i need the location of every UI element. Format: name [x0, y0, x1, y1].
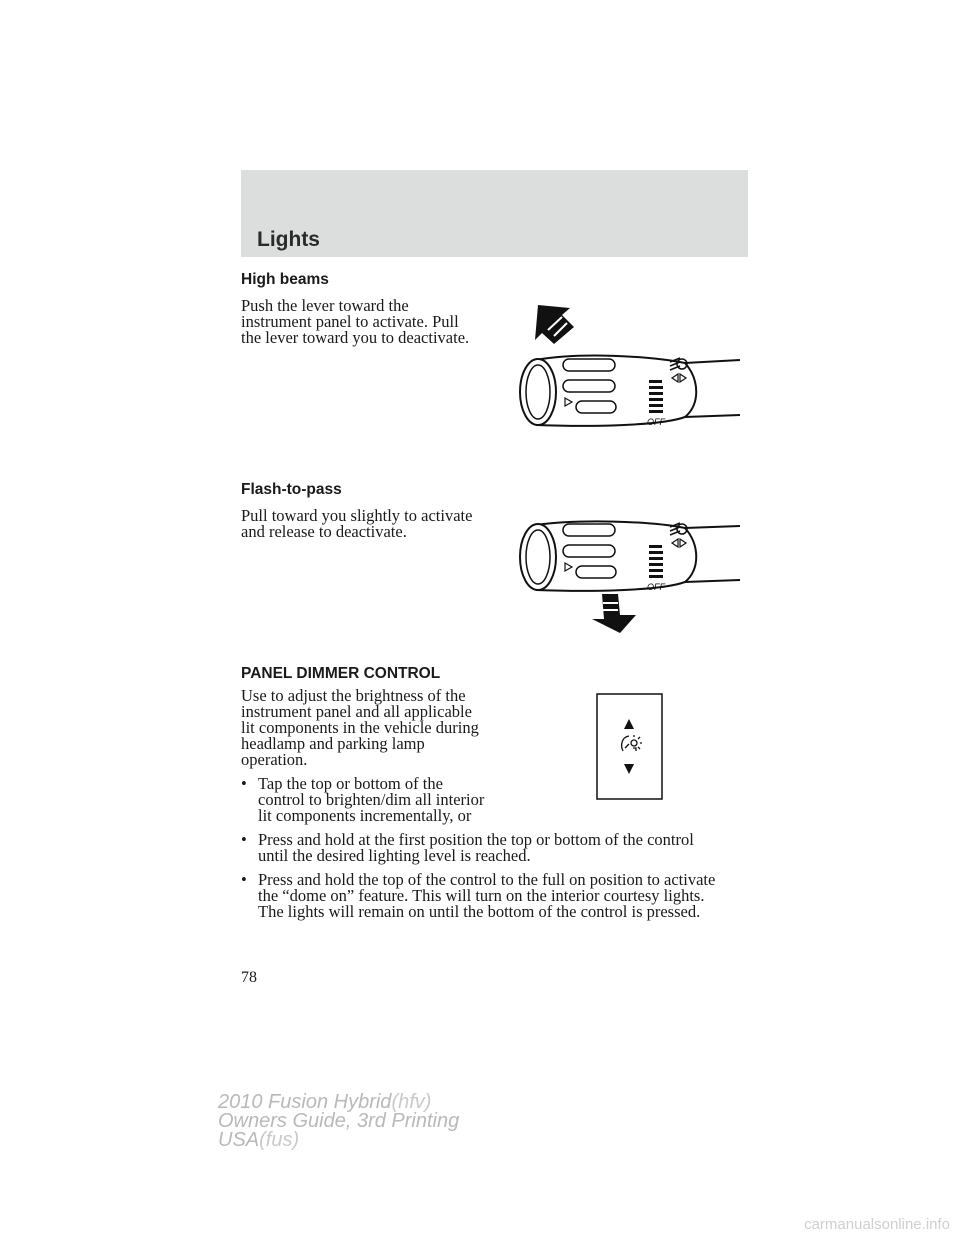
- footer-edition: Owners Guide, 3rd Printing: [218, 1110, 460, 1132]
- text-line: Tap the top or bottom of the: [258, 774, 443, 793]
- bullet-item: [241, 832, 694, 864]
- pull-arrow-icon: [592, 594, 636, 633]
- footer-market: USA: [218, 1129, 260, 1151]
- high-beams-lever-illustration: [510, 300, 750, 440]
- text-line: instrument panel to activate. Pull: [241, 312, 459, 331]
- high-beams-heading: High beams: [241, 271, 329, 288]
- footer-model-code: (hfv): [391, 1091, 432, 1113]
- high-beams-text: [241, 298, 469, 346]
- text-line: Pull toward you slightly to activate: [241, 506, 473, 525]
- text-line: instrument panel and all applicable: [241, 702, 472, 721]
- document-footer: [218, 1093, 459, 1150]
- text-line: headlamp and parking lamp: [241, 734, 425, 753]
- lever-off-label: OFF: [647, 417, 665, 427]
- text-line: control to brighten/dim all interior: [258, 790, 485, 809]
- panel-dimmer-heading: PANEL DIMMER CONTROL: [241, 665, 441, 682]
- text-line: until the desired lighting level is reached.: [258, 846, 531, 865]
- lever-off-label: OFF: [647, 582, 665, 592]
- text-line: lit components incrementally, or: [258, 806, 472, 825]
- panel-dimmer-switch-illustration: [596, 693, 664, 801]
- bullet-icon: •: [241, 830, 247, 849]
- bullet-icon: •: [241, 870, 247, 889]
- page-number: 78: [241, 969, 257, 986]
- bullet-item: [241, 872, 715, 920]
- watermark: carmanualsonline.info: [804, 1216, 950, 1233]
- bullet-icon: •: [241, 774, 247, 793]
- text-line: operation.: [241, 750, 308, 769]
- flash-to-pass-text: [241, 508, 472, 540]
- text-line: the lever toward you to deactivate.: [241, 328, 470, 347]
- text-line: Use to adjust the brightness of the: [241, 686, 466, 705]
- text-line: and release to deactivate.: [241, 522, 407, 541]
- section-title: Lights: [257, 228, 320, 251]
- text-line: Press and hold at the first position the top or bottom of the control: [258, 830, 694, 849]
- flash-to-pass-heading: Flash-to-pass: [241, 481, 342, 498]
- flash-to-pass-lever-illustration: [510, 515, 750, 635]
- text-line: The lights will remain on until the bottom of the control is pressed.: [258, 902, 701, 921]
- text-line: Push the lever toward the: [241, 296, 409, 315]
- bullet-item: [241, 776, 484, 824]
- text-line: Press and hold the top of the control to the full on position to activate: [258, 870, 716, 889]
- text-line: lit components in the vehicle during: [241, 718, 479, 737]
- panel-dimmer-text: [241, 688, 479, 768]
- footer-market-code: (fus): [259, 1129, 300, 1151]
- text-line: the “dome on” feature. This will turn on the interior courtesy lights.: [258, 886, 705, 905]
- footer-model: 2010 Fusion Hybrid: [218, 1091, 392, 1113]
